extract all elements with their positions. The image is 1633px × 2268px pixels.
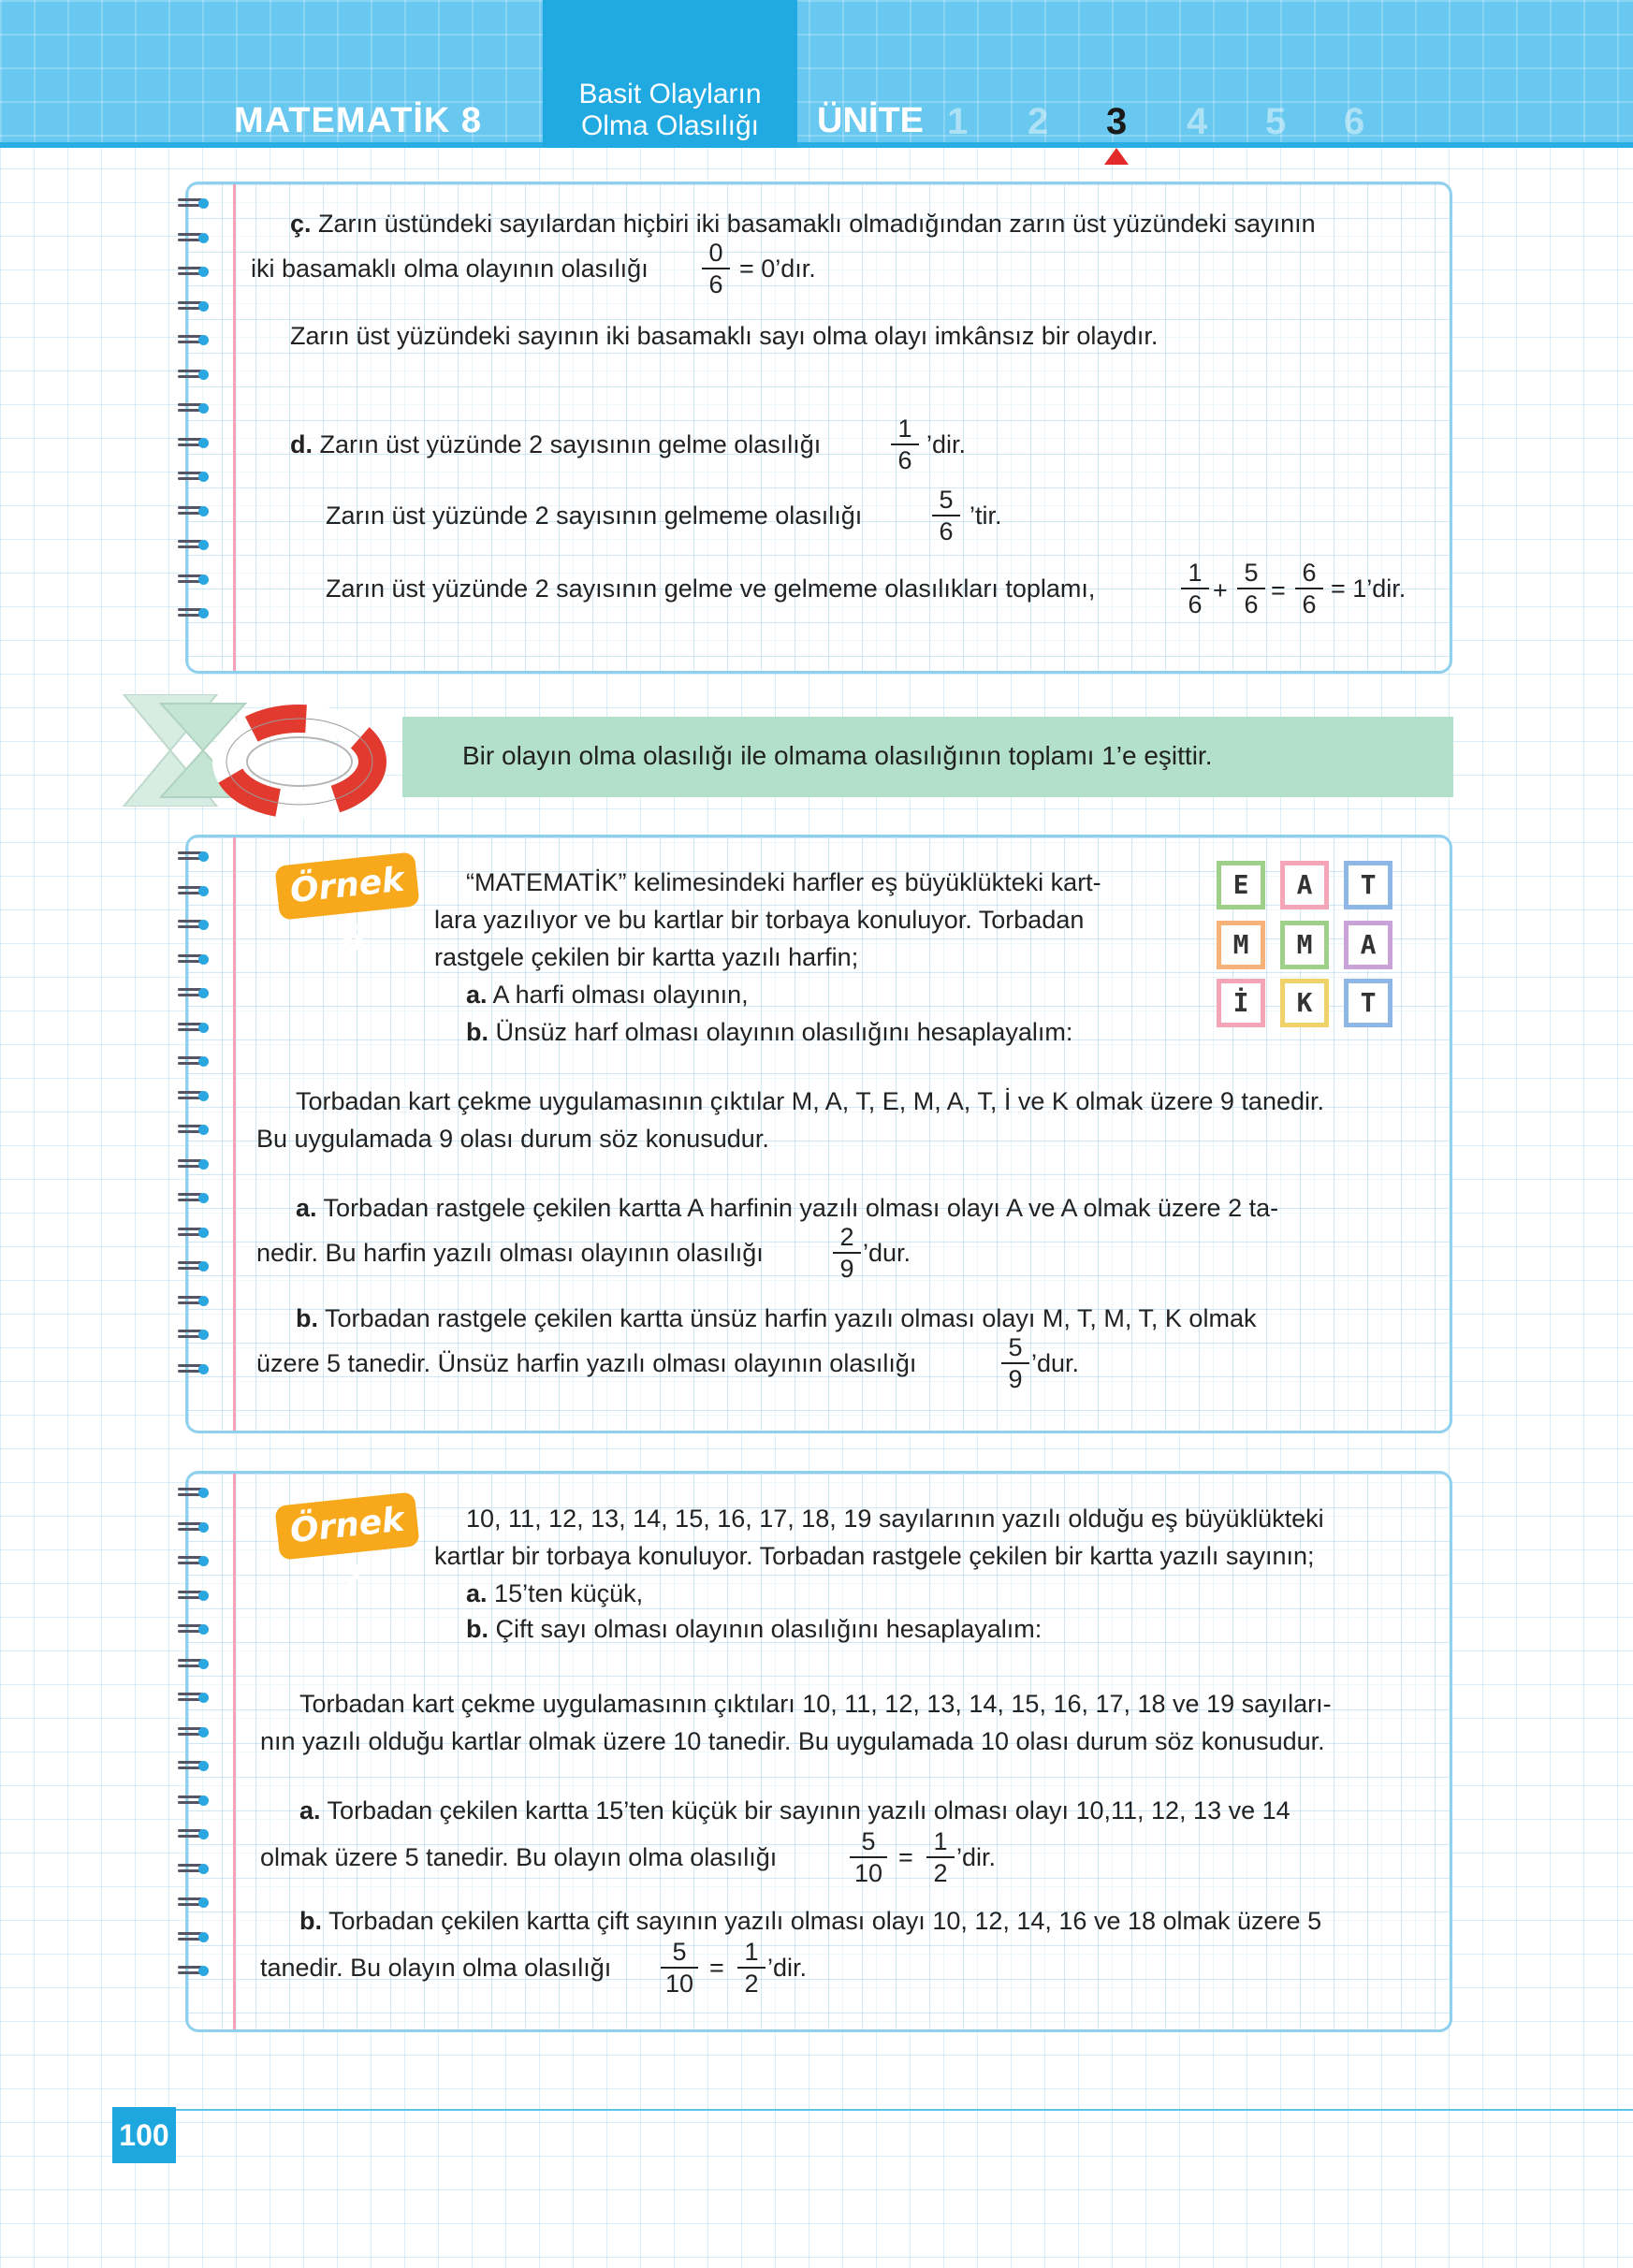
spiral-binding-icon bbox=[178, 1226, 210, 1239]
spiral-binding-icon bbox=[178, 1191, 210, 1204]
letter-card: M bbox=[1217, 921, 1265, 969]
notebook-margin-line bbox=[233, 184, 236, 671]
part-b-text: Torbadan çekilen kartta çift sayının yazılı olması olayı 10, 12, 14, 16 ve 18 olmak üzere 5 bbox=[328, 1907, 1322, 1935]
fraction-1-6-sum bbox=[1181, 560, 1209, 618]
letter-card: M bbox=[1280, 921, 1329, 969]
spiral-binding-icon bbox=[178, 299, 210, 313]
subject-title: MATEMATİK 8 bbox=[234, 101, 483, 140]
fraction-numerator: 2 bbox=[833, 1224, 861, 1254]
question-b-text: Ünsüz harf olması olayının olasılığını hesaplayalım: bbox=[495, 1018, 1073, 1046]
item-d-line-3-post: = 1’dir. bbox=[1331, 574, 1407, 603]
item-d-label: d. bbox=[290, 430, 313, 458]
spiral-binding-icon bbox=[178, 231, 210, 244]
notebook-margin-line bbox=[233, 1474, 236, 2029]
fraction-numerator: 5 bbox=[932, 487, 960, 516]
question-a-label: a. bbox=[466, 981, 488, 1009]
fraction-5-10 bbox=[850, 1828, 887, 1886]
part-a-text: Torbadan rastgele çekilen kartta A harfinin yazılı olması olayı A ve A olmak üzere 2 ta- bbox=[323, 1194, 1279, 1222]
tip-banner bbox=[402, 717, 1453, 797]
active-unit-marker-icon bbox=[1104, 148, 1129, 165]
letter-card: İ bbox=[1217, 979, 1265, 1027]
fraction-denominator: 6 bbox=[939, 517, 954, 545]
fraction-numerator: 1 bbox=[926, 1828, 955, 1858]
example-7-question-2: kartlar bir torbaya konuluyor. Torbadan rastgele çekilen bir kartta yazılı sayının; bbox=[434, 1542, 1315, 1570]
example-7-solution-1: Torbadan kart çekme uygulamasının çıktıları 10, 11, 12, 13, 14, 15, 16, 17, 18 ve 19 sayıları- bbox=[299, 1690, 1332, 1718]
example-6-part-b-1 bbox=[296, 1302, 1256, 1334]
spiral-binding-icon bbox=[178, 1862, 210, 1875]
item-d-line-1-post: ’dir. bbox=[926, 430, 967, 458]
item-d-line-1 bbox=[290, 429, 821, 460]
spiral-binding-icon bbox=[178, 1794, 210, 1807]
part-a-text: Torbadan çekilen kartta 15’ten küçük bir sayının yazılı olması olayı 10,11, 12, 13 ve 14 bbox=[327, 1796, 1290, 1825]
spiral-binding-icon bbox=[178, 1930, 210, 1943]
equals-sign: = bbox=[1271, 576, 1286, 604]
fraction-6-6-sum bbox=[1295, 560, 1323, 618]
unit-1: 1 bbox=[947, 101, 969, 142]
page-header bbox=[0, 0, 1633, 148]
example-7-question-a bbox=[466, 1577, 643, 1609]
spiral-binding-icon bbox=[178, 884, 210, 897]
question-b-text: Çift sayı olması olayının olasılığını hesaplayalım: bbox=[495, 1615, 1042, 1643]
fraction-numerator: 0 bbox=[702, 240, 730, 269]
example-6-badge: Örnek 6 bbox=[274, 851, 419, 920]
fraction-denominator: 10 bbox=[664, 1970, 694, 1998]
example-7-part-a-2-post: ’dir. bbox=[956, 1843, 997, 1871]
spiral-binding-icon bbox=[178, 1362, 210, 1375]
part-a-label: a. bbox=[296, 1194, 317, 1222]
spiral-binding-icon bbox=[178, 850, 210, 863]
spiral-binding-icon bbox=[178, 1896, 210, 1909]
fraction-0-6 bbox=[702, 240, 730, 298]
fraction-numerator: 5 bbox=[850, 1828, 887, 1858]
item-c-label: ç. bbox=[290, 210, 312, 238]
spiral-binding-icon bbox=[178, 1157, 210, 1170]
fraction-numerator: 1 bbox=[737, 1939, 765, 1969]
spiral-binding-icon bbox=[178, 1328, 210, 1341]
example-6-part-a-1 bbox=[296, 1192, 1278, 1224]
letter-card: E bbox=[1217, 861, 1265, 909]
example-6-question-a bbox=[466, 979, 749, 1010]
spiral-binding-icon bbox=[178, 606, 210, 619]
equals-sign: = bbox=[898, 1843, 913, 1871]
example-6-part-b-2: üzere 5 tanedir. Ünsüz harfin yazılı olması olayının olasılığı bbox=[256, 1349, 917, 1377]
item-d-text-1: Zarın üst yüzünde 2 sayısının gelme olasılığı bbox=[319, 430, 822, 458]
example-6-question-2: lara yazılıyor ve bu kartlar bir torbaya konuluyor. Torbadan bbox=[434, 906, 1085, 934]
spiral-binding-icon bbox=[178, 333, 210, 346]
spiral-binding-icon bbox=[178, 952, 210, 966]
spiral-binding-icon bbox=[178, 504, 210, 517]
example-7-part-b-2: tanedir. Bu olayın olma olasılığı bbox=[260, 1954, 612, 1982]
fraction-denominator: 9 bbox=[1008, 1365, 1023, 1393]
letter-card: T bbox=[1344, 861, 1392, 909]
item-d-line-2-post: ’tir. bbox=[970, 502, 1002, 530]
example-6-part-a-2-post: ’dur. bbox=[863, 1239, 911, 1267]
spiral-binding-icon bbox=[178, 1123, 210, 1136]
fraction-1-2 bbox=[737, 1939, 765, 1997]
unit-4: 4 bbox=[1187, 101, 1208, 142]
header-underline bbox=[0, 142, 1633, 148]
fraction-denominator: 10 bbox=[853, 1859, 883, 1887]
spiral-binding-icon bbox=[178, 1691, 210, 1704]
fraction-numerator: 5 bbox=[1001, 1334, 1029, 1364]
equals-sign: = bbox=[709, 1954, 724, 1982]
question-b-label: b. bbox=[466, 1018, 488, 1046]
fraction-numerator: 5 bbox=[1237, 560, 1265, 589]
unit-5: 5 bbox=[1265, 101, 1287, 142]
example-7-part-b-1 bbox=[299, 1905, 1321, 1937]
item-c-text-1: Zarın üstündeki sayılardan hiçbiri iki basamaklı olmadığından zarın üst yüzündeki sayının bbox=[318, 210, 1316, 238]
spiral-binding-icon bbox=[178, 1589, 210, 1602]
topic-line-2: Olma Olasılığı bbox=[580, 110, 760, 141]
spiral-binding-icon bbox=[178, 1520, 210, 1534]
spiral-binding-icon bbox=[178, 1089, 210, 1102]
fraction-1-2 bbox=[926, 1828, 955, 1886]
spiral-binding-icon bbox=[178, 368, 210, 381]
fraction-denominator: 6 bbox=[1244, 590, 1259, 618]
spiral-binding-icon bbox=[178, 1021, 210, 1034]
item-c-line-2-post: = 0’dır. bbox=[739, 254, 816, 283]
unit-label: ÜNİTE bbox=[817, 101, 924, 140]
spiral-binding-icon bbox=[178, 1964, 210, 1977]
spiral-binding-icon bbox=[178, 986, 210, 999]
spiral-binding-icon bbox=[178, 436, 210, 449]
fraction-5-9 bbox=[1001, 1334, 1029, 1392]
question-b-label: b. bbox=[466, 1615, 488, 1643]
item-c-line-2-pre: iki basamaklı olma olayının olasılığı bbox=[251, 254, 649, 283]
fraction-denominator: 6 bbox=[1302, 590, 1317, 618]
fraction-denominator: 9 bbox=[839, 1255, 854, 1283]
spiral-binding-icon bbox=[178, 918, 210, 931]
fraction-denominator: 6 bbox=[1188, 590, 1203, 618]
example-6-question-b bbox=[466, 1016, 1072, 1048]
spiral-binding-icon bbox=[178, 1294, 210, 1307]
letter-card: A bbox=[1344, 921, 1392, 969]
fraction-numerator: 6 bbox=[1295, 560, 1323, 589]
unit-3-active: 3 bbox=[1106, 101, 1128, 142]
example-6-solution-1: Torbadan kart çekme uygulamasının çıktılar M, A, T, E, M, A, T, İ ve K olmak üzere 9 tanedir. bbox=[296, 1087, 1324, 1115]
fraction-5-6 bbox=[932, 487, 960, 545]
letter-card: K bbox=[1280, 979, 1329, 1027]
example-6-question-1: “MATEMATİK” kelimesindeki harfler eş büyüklükteki kart- bbox=[466, 868, 1101, 896]
fraction-numerator: 5 bbox=[661, 1939, 698, 1969]
spiral-binding-icon bbox=[178, 196, 210, 210]
spiral-binding-icon bbox=[178, 1554, 210, 1567]
item-d-line-2: Zarın üst yüzünde 2 sayısının gelmeme olasılığı bbox=[326, 502, 863, 530]
plus-sign: + bbox=[1213, 576, 1228, 604]
item-d-line-3: Zarın üst yüzünde 2 sayısının gelme ve gelmeme olasılıkları toplamı, bbox=[326, 574, 1096, 603]
spiral-binding-icon bbox=[178, 573, 210, 586]
part-b-label: b. bbox=[296, 1304, 318, 1332]
tip-text: Bir olayın olma olasılığı ile olmama olasılığının toplamı 1’e eşittir. bbox=[462, 741, 1213, 770]
fraction-5-10 bbox=[661, 1939, 698, 1997]
spiral-binding-icon bbox=[178, 1054, 210, 1068]
example-7-question-1: 10, 11, 12, 13, 14, 15, 16, 17, 18, 19 sayılarının yazılı olduğu eş büyüklükteki bbox=[466, 1505, 1324, 1533]
spiral-binding-icon bbox=[178, 538, 210, 551]
part-a-label: a. bbox=[299, 1796, 321, 1825]
fraction-1-6 bbox=[891, 415, 919, 473]
topic-box bbox=[543, 0, 797, 148]
unit-6: 6 bbox=[1344, 101, 1365, 142]
example-7-part-a-1 bbox=[299, 1795, 1290, 1826]
fraction-numerator: 1 bbox=[891, 415, 919, 445]
spiral-binding-icon bbox=[178, 1657, 210, 1670]
item-c-line-1 bbox=[290, 208, 1316, 240]
fraction-2-9 bbox=[833, 1224, 861, 1282]
example-6-solution-2: Bu uygulamada 9 olası durum söz konusudur. bbox=[256, 1125, 769, 1153]
spiral-binding-icon bbox=[178, 1259, 210, 1272]
fraction-denominator: 6 bbox=[897, 446, 912, 474]
fraction-denominator: 6 bbox=[708, 270, 723, 298]
spiral-binding-icon bbox=[178, 1486, 210, 1499]
spiral-binding-icon bbox=[178, 265, 210, 278]
lifebuoy-icon bbox=[208, 700, 391, 823]
spiral-binding-icon bbox=[178, 1827, 210, 1840]
spiral-binding-icon bbox=[178, 401, 210, 414]
letter-card: T bbox=[1344, 979, 1392, 1027]
part-b-text: Torbadan rastgele çekilen kartta ünsüz harfin yazılı olması olayı M, T, M, T, K olmak bbox=[325, 1304, 1257, 1332]
question-a-label: a. bbox=[466, 1579, 488, 1607]
example-7-question-b bbox=[466, 1613, 1042, 1645]
example-7-part-b-2-post: ’dir. bbox=[767, 1954, 808, 1982]
fraction-denominator: 2 bbox=[933, 1859, 948, 1887]
letter-card: A bbox=[1280, 861, 1329, 909]
spiral-binding-icon bbox=[178, 1725, 210, 1738]
topic-line-1: Basit Olayların bbox=[578, 79, 762, 109]
spiral-binding-icon bbox=[178, 1622, 210, 1636]
spiral-binding-icon bbox=[178, 1759, 210, 1772]
fraction-denominator: 2 bbox=[744, 1970, 759, 1998]
spiral-binding-icon bbox=[178, 470, 210, 483]
question-a-text: 15’ten küçük, bbox=[494, 1579, 644, 1607]
fraction-numerator: 1 bbox=[1181, 560, 1209, 589]
example-6-part-a-2: nedir. Bu harfin yazılı olması olayının olasılığı bbox=[256, 1239, 764, 1267]
footer-rule bbox=[176, 2109, 1633, 2111]
unit-2: 2 bbox=[1028, 101, 1049, 142]
part-b-label: b. bbox=[299, 1907, 322, 1935]
item-c-line-3: Zarın üst yüzündeki sayının iki basamaklı sayı olma olayı imkânsız bir olaydır. bbox=[290, 322, 1159, 350]
example-6-question-3: rastgele çekilen bir kartta yazılı harfin; bbox=[434, 943, 859, 971]
example-7-solution-2: nın yazılı olduğu kartlar olmak üzere 10 tanedir. Bu uygulamada 10 olası durum söz konusudur. bbox=[260, 1727, 1325, 1755]
page-number: 100 bbox=[112, 2107, 176, 2163]
question-a-text: A harfi olması olayının, bbox=[492, 981, 749, 1009]
example-7-badge: Örnek 7 bbox=[274, 1491, 419, 1560]
example-7-part-a-2: olmak üzere 5 tanedir. Bu olayın olma olasılığı bbox=[260, 1843, 778, 1871]
example-6-part-b-2-post: ’dur. bbox=[1031, 1349, 1080, 1377]
notebook-margin-line bbox=[233, 837, 236, 1431]
fraction-5-6-sum bbox=[1237, 560, 1265, 618]
